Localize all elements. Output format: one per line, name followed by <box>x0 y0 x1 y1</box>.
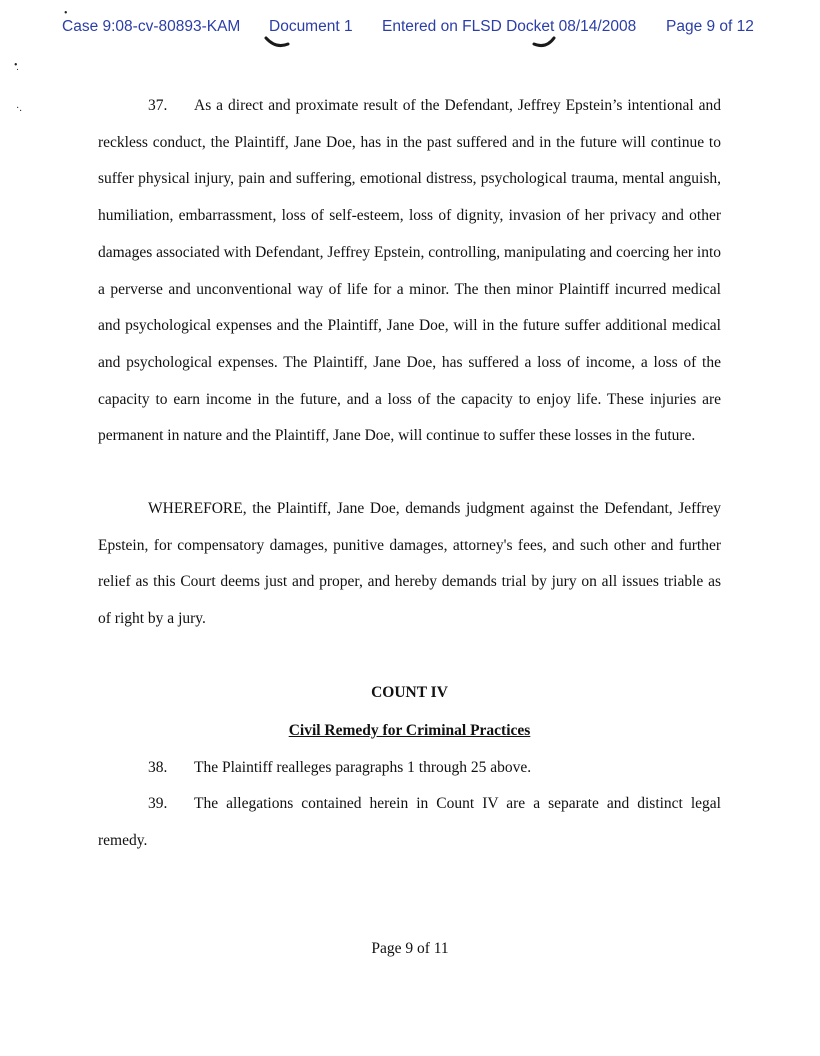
case-number: Case 9:08-cv-80893-KAM <box>62 18 241 35</box>
paragraph-number: 38. <box>148 759 168 776</box>
stamp-page-count: Page 9 of 12 <box>666 18 754 35</box>
count-subtitle: Civil Remedy for Criminal Practices <box>288 722 531 739</box>
scan-speck: ·. <box>16 103 22 114</box>
paragraph-text: The Plaintiff realleges paragraphs 1 through 25 above. <box>194 759 532 776</box>
court-filing-stamp <box>0 18 820 40</box>
paragraph-39 <box>98 786 721 859</box>
page-footer: Page 9 of 11 <box>371 940 449 957</box>
wherefore-clause: WHEREFORE, the Plaintiff, Jane Doe, demands judgment against the Defendant, Jeffrey Epstein, for compensatory damages, punitive damages, attorney's fees, and such other and further relief as this Court deems just and proper, and hereby demands trial by jury on all issues triable as of right by a jury. <box>98 500 721 628</box>
count-title: COUNT IV <box>371 684 448 701</box>
document-number: Document 1 <box>269 18 353 35</box>
scan-speck: •̣ <box>14 60 18 71</box>
scan-mark-right <box>530 36 560 50</box>
paragraph-38 <box>98 750 721 787</box>
scan-speck: • <box>64 8 68 19</box>
paragraph-number: 37. <box>148 97 168 114</box>
paragraph-37 <box>98 88 721 455</box>
paragraph-text: As a direct and proximate result of the Defendant, Jeffrey Epstein’s intentional and reckless conduct, the Plaintiff, Jane Doe, has in the past suffered and in the future will continue to suffer physical injury, pain and suffering, emotional distress, psychological trauma, mental anguish, humiliation, embarrassment, loss of self-esteem, loss of dignity, invasion of her privacy and other damages associated with Defendant, Jeffrey Epstein, controlling, manipulating and coercing her into a perverse and unconventional way of life for a minor. The then minor Plaintiff incurred medical and psychological expenses and the Plaintiff, Jane Doe, will in the future suffer additional medical and psychological expenses. The Plaintiff, Jane Doe, has suffered a loss of income, a loss of the capacity to earn income in the future, and a loss of the capacity to enjoy life. These injuries are permanent in nature and the Plaintiff, Jane Doe, will continue to suffer these losses in the future. <box>98 97 721 445</box>
paragraph-number: 39. <box>148 795 168 812</box>
docket-entry-date: Entered on FLSD Docket 08/14/2008 <box>382 18 637 35</box>
scan-mark-left <box>262 36 292 50</box>
paragraph-text: The allegations contained herein in Count IV are a separate and distinct legal remedy. <box>98 795 721 849</box>
